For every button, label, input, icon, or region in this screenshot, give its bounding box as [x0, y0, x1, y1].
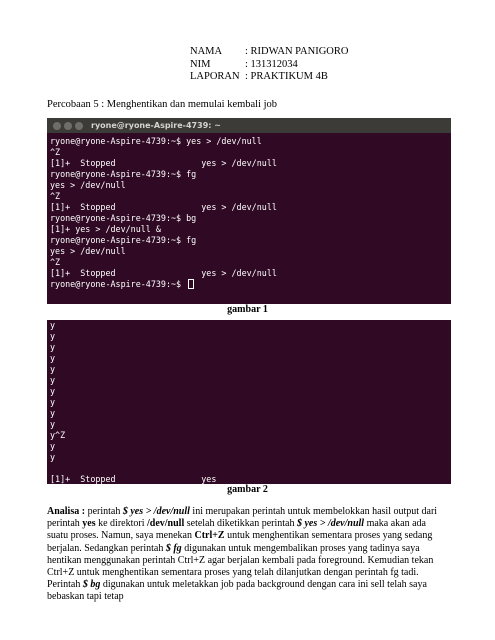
analysis-text: ke direktori	[95, 518, 147, 530]
terminal-line: y	[50, 386, 56, 396]
analysis-text: untuk menghentikan sementara proses yang sedang berjalan. Sedangkan perintah	[47, 530, 433, 554]
analysis-label: Analisa :	[47, 506, 86, 517]
report-value: : PRAKTIKUM 4B	[245, 71, 328, 82]
name-value: : RIDWAN PANIGORO	[245, 46, 349, 57]
terminal-cursor	[188, 279, 194, 289]
section-title: Percobaan 5 : Menghentikan dan memulai kembali job	[47, 99, 278, 110]
analysis-text: perintah	[85, 506, 123, 517]
terminal-title: ryone@ryone-Aspire-4739: ~	[91, 121, 221, 130]
terminal-line: y	[50, 397, 56, 407]
command-text: $ yes > /dev/null	[122, 506, 190, 517]
terminal-line	[50, 463, 448, 474]
terminal-line: ^Z	[50, 147, 61, 157]
terminal-line: y^Z	[50, 430, 66, 440]
terminal-line: ryone@ryone-Aspire-4739:~$	[50, 485, 448, 496]
terminal-line: [1]+ Stopped yes > /dev/null	[50, 268, 277, 278]
terminal-line: y	[50, 408, 56, 418]
terminal-line: [1]+ Stopped yes	[50, 474, 217, 484]
analysis-text: digunakan untuk meletakkan job pada background dengan cara ini sell telah saya bebaskan tapi tetap	[47, 579, 427, 603]
nim-row	[190, 59, 348, 72]
terminal-line: ryone@ryone-Aspire-4739:~$ yes > /dev/null	[50, 136, 262, 146]
terminal-line: y	[50, 342, 56, 352]
analysis-text: ini merupakan perintah untuk membelokkan hasil output dari perintah	[47, 506, 438, 530]
terminal-line: yes > /dev/null	[50, 180, 126, 190]
terminal-line: y	[50, 375, 56, 385]
figure-caption-1: gambar 1	[227, 304, 268, 315]
command-text: $ bg	[82, 579, 101, 591]
command-text: /dev/null	[146, 518, 185, 530]
terminal-screenshot-1	[47, 118, 451, 304]
analysis-text: setelah diketikkan perintah	[184, 518, 297, 530]
report-label: LAPORAN	[190, 71, 240, 82]
report-row	[190, 71, 348, 84]
terminal-line: ryone@ryone-Aspire-4739:~$ fg	[50, 235, 197, 245]
terminal-line: ^Z	[50, 257, 61, 267]
terminal-line: ryone@ryone-Aspire-4739:~$	[50, 279, 448, 290]
name-row	[190, 46, 348, 59]
name-label: NAMA	[190, 46, 223, 57]
terminal-line: y	[50, 419, 56, 429]
terminal-line: [1]+ Stopped yes > /dev/null	[50, 158, 277, 168]
close-window-icon[interactable]	[53, 122, 61, 130]
command-text: Ctrl+Z	[194, 530, 225, 542]
analysis-text: digunakan untuk mengembalikan proses yang tadinya saya hentikan menggunakan perintah Ctrl+Z agar berjalan kembali pada foreground. Kemudian tekan Ctrl+Z untuk menghentikan sementara proses yang telah dilanjutkan dengan perintah fg tadi. Perintah	[47, 542, 434, 591]
terminal-line: y	[50, 331, 56, 341]
minimize-window-icon[interactable]	[64, 122, 72, 130]
terminal-output	[47, 320, 451, 496]
terminal-line: [1]+ yes > /dev/null &	[50, 224, 161, 234]
terminal-line: y	[50, 452, 56, 462]
terminal-line: yes > /dev/null	[50, 246, 126, 256]
figure-caption-2: gambar 2	[227, 484, 268, 495]
maximize-window-icon[interactable]	[75, 122, 83, 130]
terminal-line: ^Z	[50, 191, 61, 201]
terminal-line: [1]+ Stopped yes > /dev/null	[50, 202, 277, 212]
terminal-line: y	[50, 320, 56, 330]
analysis-text: maka akan ada suatu proses. Namun, saya menekan	[47, 518, 426, 542]
nim-value: : 131312034	[245, 58, 298, 70]
analysis-paragraph	[47, 506, 449, 604]
terminal-line: y	[50, 364, 56, 374]
command-text: $ yes > /dev/null	[296, 518, 365, 530]
terminal-line: y	[50, 353, 56, 363]
command-text: yes	[82, 518, 96, 530]
terminal-output	[47, 133, 451, 290]
command-text: $ fg	[165, 542, 182, 554]
terminal-line: ryone@ryone-Aspire-4739:~$ bg	[50, 213, 197, 223]
student-info-header	[190, 46, 348, 84]
terminal-line: y	[50, 441, 56, 451]
terminal-line: ryone@ryone-Aspire-4739:~$ fg	[50, 169, 197, 179]
nim-label: NIM	[190, 58, 211, 70]
terminal-titlebar	[47, 118, 451, 133]
